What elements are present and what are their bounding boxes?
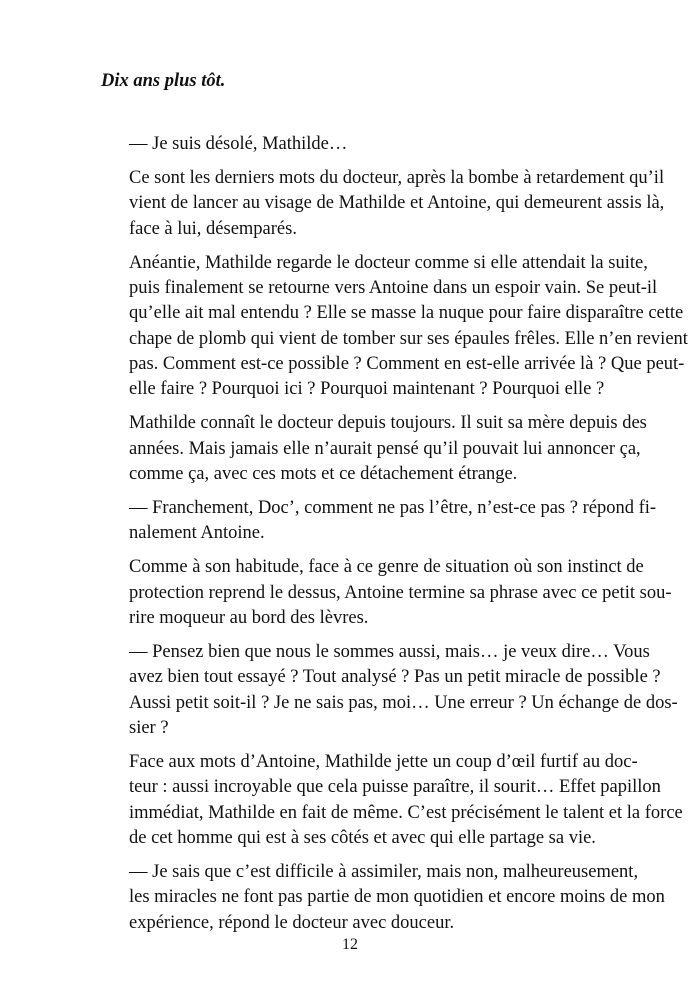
text-line: Aussi petit soit-il ? Je ne sais pas, moi… Une erreur ? Un échange de dos- [129, 692, 678, 713]
text-line: qu’elle ait mal entendu ? Elle se masse la nuque pour faire disparaître cette [129, 303, 684, 324]
text-line: de cet homme qui est à ses côtés et avec qui elle partage sa vie. [129, 828, 596, 848]
paragraph [101, 640, 678, 741]
text-line: — Pensez bien que nous le sommes aussi, mais… je veux dire… Vous [129, 642, 650, 663]
text-line: puis finalement se retourne vers Antoine dans un espoir vain. Se peut-il [129, 278, 658, 299]
text-line: vient de lancer au visage de Mathilde et Antoine, qui demeurent assis là, [129, 193, 665, 214]
text-line: immédiat, Mathilde en fait de même. C’est précisément le talent et la force [129, 802, 683, 823]
paragraph [101, 750, 683, 851]
body-text [101, 132, 688, 945]
text-line: sier ? [129, 718, 169, 739]
paragraph [101, 166, 665, 242]
text-line: teur : aussi incroyable que cela puisse paraître, il sourit… Effet papillon [129, 777, 661, 798]
text-line: Anéantie, Mathilde regarde le docteur comme si elle attendait la suite, [129, 252, 648, 273]
paragraph [101, 411, 647, 487]
paragraph [101, 251, 688, 403]
text-line: — Je sais que c’est difficile à assimiler, mais non, malheureusement, [129, 862, 639, 883]
paragraph [101, 860, 665, 936]
section-heading: Dix ans plus tôt. [101, 71, 226, 91]
paragraph [101, 132, 621, 157]
paragraph [101, 555, 672, 631]
text-line: années. Mais jamais elle n’aurait pensé qu’il pouvait lui annoncer ça, [129, 438, 641, 459]
text-line: chape de plomb qui vient de tomber sur ses épaules frêles. Elle n’en revient [129, 328, 688, 349]
text-line: Face aux mots d’Antoine, Mathilde jette un coup d’œil furtif au doc- [129, 752, 638, 773]
text-line: avez bien tout essayé ? Tout analysé ? Pas un petit miracle de possible ? [129, 667, 661, 688]
text-line: face à lui, désemparés. [129, 218, 297, 239]
text-line: comme ça, avec ces mots et ce détachement étrange. [129, 463, 518, 484]
text-line: — Je suis désolé, Mathilde… [129, 134, 348, 154]
text-line: pas. Comment est-ce possible ? Comment en est-elle arrivée là ? Que peut- [129, 353, 685, 374]
text-line: rire moqueur au bord des lèvres. [129, 608, 369, 629]
text-line: nalement Antoine. [129, 523, 265, 544]
text-line: protection reprend le dessus, Antoine termine sa phrase avec ce petit sou- [129, 582, 672, 603]
paragraph [101, 496, 657, 547]
page-number: 12 [342, 936, 358, 953]
text-line: elle faire ? Pourquoi ici ? Pourquoi maintenant ? Pourquoi elle ? [129, 379, 605, 400]
text-line: — Franchement, Doc’, comment ne pas l’être, n’est-ce pas ? répond fi- [129, 498, 657, 519]
text-line: Mathilde connaît le docteur depuis toujours. Il suit sa mère depuis des [129, 413, 647, 434]
text-line: expérience, répond le docteur avec douceur. [129, 912, 455, 933]
text-line: les miracles ne font pas partie de mon quotidien et encore moins de mon [129, 887, 665, 908]
text-line: Ce sont les derniers mots du docteur, après la bombe à retardement qu’il [129, 168, 665, 189]
text-line: Comme à son habitude, face à ce genre de situation où son instinct de [129, 557, 644, 578]
